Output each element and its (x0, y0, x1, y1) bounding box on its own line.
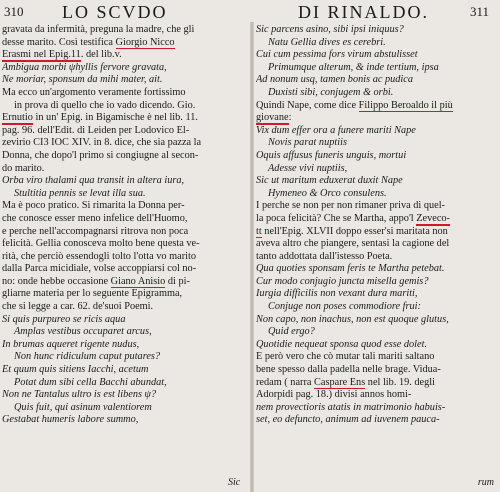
text-line: Qua quoties sponsam feris te Martha petebat. (256, 263, 445, 275)
underlined-name: Giano Anisio (110, 275, 166, 287)
text-line: pag. 96. dell'Edit. di Leiden per Lodovico El- (2, 124, 190, 136)
running-title-left: LO SCVDO (62, 2, 168, 22)
text-line: Amplas vestibus occuparet arcus, (14, 326, 152, 338)
text-line: Ma ecco un'argomento veramente fortissimo (2, 86, 186, 98)
text-line: Ambigua morbi ψhyllis fervore gravata, (2, 61, 167, 73)
text-line: Quid ergo? (268, 326, 315, 338)
text-line: Et quum quis sitiens Iacchi, acetum (2, 364, 149, 376)
page-number-left: 310 (4, 4, 24, 19)
underlined-name: Zeveco- (416, 212, 450, 224)
text-line: I perche se non per non rimaner priva di quel- (256, 200, 445, 212)
text-line: bene spesso dalla padella nelle brage. Vidua- (256, 364, 441, 376)
text-line: Quotidie nequeat sponsa quod esse dolet. (256, 338, 428, 350)
underlined-name: Caspare Ens (314, 376, 366, 388)
text-line: dalla Parca micidiale, volse accoppiarsi col no- (2, 263, 197, 275)
text-line: Hymeneo & Orco consulens. (268, 187, 387, 199)
text-line: Ad nonum usq, tamen bonis ac pudica (256, 74, 414, 86)
text-line: Donna, che dopo'l primo si congiugne al secon- (2, 149, 199, 161)
text-line: Potat dum sibi cella Bacchi abundat, (14, 376, 167, 388)
text-line (256, 112, 498, 125)
text-line: Si quis purpureo se ricis aqua (2, 313, 126, 325)
underlined-name: Giorgio Nicco (115, 36, 175, 48)
text-segment: di pi- (165, 275, 190, 287)
text-line: Duxisti sibi, conjugem & orbi. (268, 86, 394, 98)
text-line (2, 276, 248, 289)
text-line: Cur modo conjugio juncta misella gemis? (256, 275, 429, 287)
running-title-right: DI RINALDO. (298, 2, 429, 22)
text-line (256, 213, 498, 226)
text-line: Iurgia difficilis non vexant dura mariti, (256, 288, 418, 300)
book-gutter (250, 22, 254, 492)
text-line: Adesse vivi nuptiis, (268, 162, 348, 174)
text-line (2, 37, 248, 50)
text-line: Non hunc ridiculum caput putares? (14, 351, 161, 363)
text-line: Orba viro thalami qua transit in altera iura, (2, 175, 185, 187)
underlined-name: Ernutio (2, 112, 33, 124)
text-line: Conjuge non poses commodiore frui: (268, 301, 421, 313)
text-line: Stultitia pennis se levat illa sua. (14, 187, 146, 199)
text-line: Cui cum pessima fors virum abstulisset (256, 49, 418, 61)
text-segment: . del lib.v. (80, 49, 122, 61)
text-line: Vix dum effer ora a funere mariti Nape (256, 124, 416, 136)
text-line: Natu Gellia dives es cerebri. (268, 36, 386, 48)
right-page-text (256, 24, 498, 427)
text-line: set, eo defuncto, animum ad iuvenem pauca- (256, 414, 440, 426)
text-line: do marito. (2, 162, 45, 174)
text-line: E però vero che cò mutar tali mariti saltano (256, 351, 435, 363)
text-line: aveva altro che piangere, sentasi la cagione del (256, 238, 450, 250)
text-line: gravata da infermità, preguna la madre, che gli (2, 24, 195, 35)
underlined-name: giovane (256, 112, 289, 124)
text-line: Ma è poco pratico. Si rimarita la Donna per- (2, 200, 185, 212)
left-page-text (2, 24, 248, 427)
text-line: In brumas aqueret rigente nudus, (2, 338, 140, 350)
page-number-right: 311 (470, 4, 490, 19)
underlined-name: tt (256, 225, 262, 237)
running-header (0, 2, 500, 24)
text-line: felicità. Gellia conosceva molto bene questa ve- (2, 238, 200, 250)
text-line: Non ne Tantalus ultro is est libens ψ? (2, 389, 157, 401)
text-line (256, 226, 498, 239)
text-segment: nell'Epig. XLVII doppo esser'si maritata non (261, 225, 448, 237)
text-line: tanto addottata dall'istesso Poeta. (256, 250, 393, 262)
text-line: Sic ut maritum eduxerat duxit Nape (256, 175, 403, 187)
catchword-right: rum (477, 477, 494, 488)
text-line: Sic parcens asino, sibi ipsi iniquus? (256, 24, 404, 35)
underlined-name: Filippo Beroaldo il più (358, 99, 453, 111)
text-line (2, 112, 248, 125)
text-line: gliarne materia per lo seguente Epigramma, (2, 288, 183, 300)
text-line: Non capo, non inachus, non est quoque glutus, (256, 313, 449, 325)
text-line (2, 49, 248, 62)
text-line: rità, che perciò essendogli tolto l'otta vo marito (2, 250, 197, 262)
text-line: e perche nell'accompagnarsi ritrova non poca (2, 225, 189, 237)
text-line: Adorpidi pag. 18.) divisi annos homi- (256, 389, 412, 401)
text-segment: desse marito. Così testifica (2, 36, 116, 48)
text-line: che si legge a car. 62. de'suoi Poemi. (2, 301, 154, 313)
text-segment: : (288, 112, 292, 124)
text-line: Primumque alterum, & inde tertium, ipsa (268, 61, 439, 73)
text-line: Quis fuit, qui asinum valentiorem (14, 401, 152, 413)
text-segment: in un' Epig. in Bigamische è nel lib. 11. (32, 112, 198, 124)
text-line: zevirio CI3 IOC XIV. in 8. dice, che sia pazza la (2, 137, 202, 149)
underlined-name: Erasmi nel Epig.11 (2, 49, 81, 61)
text-line (256, 100, 498, 113)
text-line: Gestabat humeris labore summo, (2, 414, 139, 426)
text-segment: nel lib. 19. degli (365, 376, 435, 388)
text-line: Oquis affusus funeris unguis, mortui (256, 149, 407, 161)
text-segment: redam ( narra (256, 376, 315, 388)
text-line (256, 377, 498, 390)
text-line: nem provectioris atatis in matrimonio habuis- (256, 401, 446, 413)
text-segment: Quindi Nape, come dice (256, 99, 359, 111)
text-line: Ne moriar, sponsum da mihi mater, ait. (2, 74, 163, 86)
text-line: Novis parat nuptiis (268, 137, 347, 149)
text-segment: no: onde hebbe occasione (2, 275, 111, 287)
text-line: che conosce esser meno infelice dell'Huomo, (2, 212, 188, 224)
text-line: in prova di quello che io vado dicendo. Gio. (14, 99, 196, 111)
text-segment: la poca felicità? Che se Martha, appo'l (256, 212, 417, 224)
catchword-left: Sic (228, 477, 241, 488)
